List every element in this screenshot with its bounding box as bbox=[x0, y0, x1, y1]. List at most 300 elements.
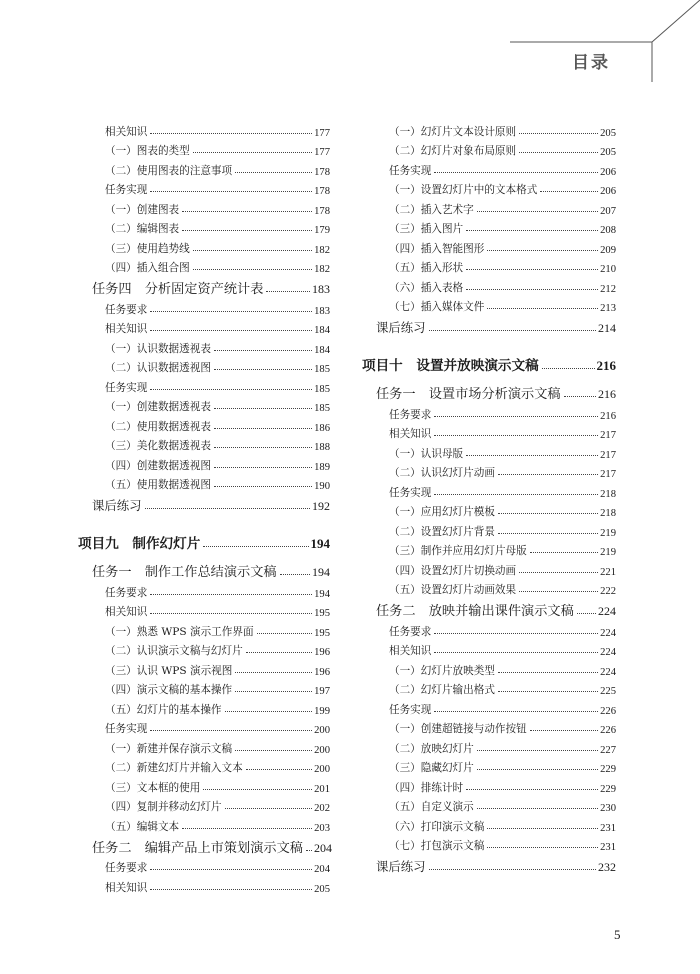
toc-leader-dots bbox=[193, 152, 312, 153]
toc-leader-dots bbox=[519, 591, 598, 592]
toc-entry[interactable] bbox=[362, 480, 616, 500]
toc-entry-label: （六）插入表格 bbox=[389, 281, 464, 294]
toc-leader-dots bbox=[530, 552, 598, 553]
toc-entry[interactable] bbox=[78, 658, 330, 678]
toc-entry-label: 相关知识 bbox=[105, 323, 148, 335]
toc-entry-label: （五）插入形状 bbox=[389, 262, 464, 274]
toc-entry-page: 196 bbox=[314, 666, 330, 678]
toc-entry-page: 185 bbox=[314, 403, 330, 414]
toc-entry-label: 课后练习 bbox=[376, 859, 426, 874]
toc-entry-label: （五）自定义演示 bbox=[389, 801, 474, 813]
toc-entry[interactable] bbox=[78, 756, 330, 776]
toc-entry-page: 195 bbox=[314, 608, 330, 619]
toc-leader-dots bbox=[577, 613, 596, 614]
toc-entry-label: 任务要求 bbox=[389, 625, 432, 638]
toc-entry[interactable] bbox=[78, 580, 330, 600]
toc-leader-dots bbox=[434, 435, 598, 436]
toc-entry-page: 195 bbox=[314, 627, 330, 639]
toc-entry-page: 226 bbox=[600, 705, 616, 717]
toc-entry[interactable] bbox=[78, 639, 330, 659]
toc-leader-dots bbox=[519, 152, 598, 153]
header-title: 目录 bbox=[572, 53, 610, 73]
toc-entry-page: 209 bbox=[600, 244, 616, 256]
toc-entry-label: （一）创建超链接与动作按钮 bbox=[389, 723, 527, 735]
toc-entry[interactable] bbox=[78, 197, 330, 217]
page-number: 5 bbox=[614, 927, 621, 942]
toc-entry[interactable] bbox=[78, 600, 330, 620]
toc-leader-dots bbox=[306, 850, 312, 851]
toc-entry[interactable] bbox=[78, 717, 330, 737]
toc-entry-label: （七）插入媒体文件 bbox=[389, 301, 485, 313]
toc-entry[interactable] bbox=[78, 528, 330, 552]
toc-entry[interactable] bbox=[78, 256, 330, 276]
toc-leader-dots bbox=[257, 633, 313, 634]
toc-entry-label: 相关知识 bbox=[389, 645, 432, 657]
toc-leader-dots bbox=[150, 869, 312, 870]
toc-entry-label: （三）使用趋势线 bbox=[105, 242, 190, 255]
toc-entry[interactable] bbox=[362, 500, 616, 520]
toc-entry-page: 218 bbox=[600, 508, 616, 519]
toc-leader-dots bbox=[225, 711, 313, 712]
toc-entry[interactable] bbox=[78, 558, 330, 580]
toc-leader-dots bbox=[519, 572, 598, 573]
toc-leader-dots bbox=[466, 230, 598, 231]
toc-entry[interactable] bbox=[78, 795, 330, 815]
toc-entry[interactable] bbox=[362, 236, 616, 256]
toc-entry[interactable] bbox=[362, 197, 616, 217]
toc-entry-page: 206 bbox=[600, 186, 616, 197]
toc-leader-dots bbox=[150, 730, 312, 731]
toc-entry-page: 194 bbox=[314, 588, 330, 600]
toc-entry[interactable] bbox=[362, 178, 616, 198]
toc-entry-page: 217 bbox=[600, 469, 616, 480]
toc-leader-dots bbox=[434, 711, 598, 712]
toc-entry[interactable] bbox=[78, 375, 330, 395]
toc-entry[interactable] bbox=[362, 775, 616, 795]
toc-entry-label: （四）演示文稿的基本操作 bbox=[105, 684, 233, 696]
toc-entry-page: 186 bbox=[314, 422, 330, 434]
toc-entry[interactable] bbox=[78, 875, 330, 895]
toc-leader-dots bbox=[182, 828, 312, 829]
toc-entry-label: （一）熟悉 WPS 演示工作界面 bbox=[105, 625, 254, 638]
toc-leader-dots bbox=[429, 869, 596, 870]
toc-leader-dots bbox=[182, 211, 312, 212]
toc-entry[interactable] bbox=[78, 158, 330, 178]
toc-entry-label: （一）设置幻灯片中的文本格式 bbox=[389, 184, 538, 196]
toc-entry-label: （四）插入组合图 bbox=[105, 262, 190, 274]
toc-entry-page: 197 bbox=[314, 686, 330, 697]
toc-entry-page: 216 bbox=[600, 410, 616, 422]
toc-entry-label: （四）复制并移动幻灯片 bbox=[105, 801, 222, 813]
toc-leader-dots bbox=[498, 513, 598, 514]
toc-entry-page: 196 bbox=[314, 647, 330, 658]
toc-entry-page: 205 bbox=[600, 147, 616, 158]
toc-entry-label: （一）创建图表 bbox=[105, 203, 180, 216]
toc-leader-dots bbox=[434, 652, 598, 653]
toc-entry[interactable] bbox=[78, 697, 330, 717]
toc-entry[interactable] bbox=[362, 795, 616, 815]
toc-entry-page: 203 bbox=[314, 822, 330, 834]
toc-entry-page: 177 bbox=[314, 147, 330, 158]
toc-leader-dots bbox=[150, 311, 312, 312]
toc-entry[interactable] bbox=[78, 217, 330, 237]
toc-leader-dots bbox=[466, 455, 598, 456]
toc-entry-label: 任务实现 bbox=[105, 381, 148, 394]
toc-entry[interactable] bbox=[362, 697, 616, 717]
toc-entry[interactable] bbox=[362, 402, 616, 422]
toc-entry[interactable] bbox=[78, 453, 330, 473]
toc-entry-label: （一）幻灯片放映类型 bbox=[389, 664, 495, 677]
toc-leader-dots bbox=[246, 652, 312, 653]
toc-entry[interactable] bbox=[362, 853, 616, 875]
toc-entry-page: 219 bbox=[600, 527, 616, 539]
toc-entry-label: （二）认识幻灯片动画 bbox=[389, 467, 495, 479]
toc-leader-dots bbox=[150, 133, 312, 134]
toc-entry[interactable] bbox=[362, 139, 616, 159]
toc-entry[interactable] bbox=[362, 678, 616, 698]
toc-leader-dots bbox=[214, 486, 312, 487]
toc-entry-label: 任务实现 bbox=[389, 703, 432, 716]
toc-entry[interactable] bbox=[362, 834, 616, 854]
toc-leader-dots bbox=[540, 191, 598, 192]
toc-entry-label: 任务实现 bbox=[105, 723, 148, 735]
toc-entry-label: 任务实现 bbox=[389, 164, 432, 177]
toc-entry-label: （七）打包演示文稿 bbox=[389, 840, 485, 852]
toc-leader-dots bbox=[434, 633, 598, 634]
toc-leader-dots bbox=[214, 428, 312, 429]
toc-entry-label: （二）认识数据透视图 bbox=[105, 362, 211, 374]
toc-leader-dots bbox=[487, 828, 598, 829]
toc-entry[interactable] bbox=[362, 441, 616, 461]
toc-entry-label: （三）认识 WPS 演示视图 bbox=[105, 664, 233, 677]
toc-entry-page: 224 bbox=[600, 647, 616, 658]
toc-entry[interactable] bbox=[78, 414, 330, 434]
toc-entry-label: （三）制作并应用幻灯片母版 bbox=[389, 545, 527, 557]
toc-entry-label: （三）插入图片 bbox=[389, 223, 464, 235]
toc-entry-page: 182 bbox=[314, 244, 330, 256]
toc-entry-page: 212 bbox=[600, 283, 616, 295]
toc-entry-page: 217 bbox=[600, 430, 616, 441]
toc-entry-page: 229 bbox=[600, 764, 616, 775]
toc-entry-label: 任务要求 bbox=[105, 586, 148, 599]
toc-entry-label: （二）设置幻灯片背景 bbox=[389, 525, 495, 538]
toc-entry-page: 194 bbox=[312, 565, 330, 579]
toc-entry[interactable] bbox=[362, 717, 616, 737]
toc-leader-dots bbox=[466, 269, 598, 270]
toc-entry[interactable] bbox=[362, 539, 616, 559]
toc-leader-dots bbox=[542, 368, 595, 369]
toc-leader-dots bbox=[214, 447, 312, 448]
toc-entry-page: 202 bbox=[314, 803, 330, 814]
toc-entry-page: 204 bbox=[314, 864, 330, 875]
toc-entry-page: 205 bbox=[600, 127, 616, 139]
toc-entry[interactable] bbox=[362, 158, 616, 178]
toc-entry-label: （四）创建数据透视图 bbox=[105, 459, 211, 472]
toc-entry[interactable] bbox=[78, 119, 330, 139]
toc-entry-label: 任务要求 bbox=[105, 862, 148, 874]
toc-entry-page: 183 bbox=[314, 305, 330, 317]
toc-entry-page: 221 bbox=[600, 566, 616, 578]
toc-entry-page: 199 bbox=[314, 705, 330, 717]
toc-entry-label: （二）幻灯片输出格式 bbox=[389, 684, 495, 696]
toc-entry-page: 219 bbox=[600, 547, 616, 558]
toc-leader-dots bbox=[150, 330, 312, 331]
toc-entry-label: 任务四 分析固定资产统计表 bbox=[92, 282, 264, 297]
toc-leader-dots bbox=[434, 494, 598, 495]
toc-entry[interactable] bbox=[362, 350, 616, 374]
toc-leader-dots bbox=[429, 330, 596, 331]
toc-entry[interactable] bbox=[362, 422, 616, 442]
toc-entry[interactable] bbox=[78, 336, 330, 356]
toc-entry-label: 相关知识 bbox=[105, 881, 148, 894]
toc-entry-label: 任务要求 bbox=[105, 303, 148, 316]
toc-leader-dots bbox=[266, 291, 310, 292]
toc-entry[interactable] bbox=[78, 775, 330, 795]
toc-leader-dots bbox=[150, 889, 312, 890]
toc-entry[interactable] bbox=[362, 275, 616, 295]
toc-entry[interactable] bbox=[362, 380, 616, 402]
toc-entry[interactable] bbox=[78, 856, 330, 876]
toc-entry-label: 任务要求 bbox=[389, 408, 432, 421]
toc-leader-dots bbox=[466, 789, 598, 790]
toc-entry-page: 213 bbox=[600, 303, 616, 314]
toc-entry[interactable] bbox=[362, 314, 616, 336]
toc-leader-dots bbox=[466, 289, 598, 290]
toc-leader-dots bbox=[246, 769, 312, 770]
toc-entry[interactable] bbox=[78, 434, 330, 454]
toc-entry-label: （二）幻灯片对象布局原则 bbox=[389, 145, 517, 157]
toc-right-column bbox=[362, 119, 616, 875]
toc-leader-dots bbox=[150, 389, 312, 390]
toc-leader-dots bbox=[477, 750, 598, 751]
toc-entry[interactable] bbox=[78, 834, 330, 856]
toc-entry-label: （二）新建幻灯片并输入文本 bbox=[105, 762, 243, 774]
toc-entry-label: 相关知识 bbox=[389, 428, 432, 440]
toc-leader-dots bbox=[182, 230, 312, 231]
toc-entry-page: 184 bbox=[314, 325, 330, 336]
toc-leader-dots bbox=[487, 250, 598, 251]
toc-entry-page: 225 bbox=[600, 686, 616, 697]
toc-left-column bbox=[78, 119, 330, 895]
toc-leader-dots bbox=[235, 691, 312, 692]
toc-entry-page: 178 bbox=[314, 186, 330, 197]
toc-entry-label: 任务实现 bbox=[105, 184, 148, 196]
toc-entry-label: 任务二 编辑产品上市策划演示文稿 bbox=[92, 840, 303, 856]
toc-entry-page: 189 bbox=[314, 461, 330, 473]
toc-entry-page: 217 bbox=[600, 449, 616, 461]
toc-entry-label: （四）排练计时 bbox=[389, 781, 464, 794]
toc-entry-page: 224 bbox=[600, 627, 616, 639]
toc-entry[interactable] bbox=[78, 492, 330, 514]
toc-leader-dots bbox=[214, 350, 312, 351]
toc-entry-label: （二）使用图表的注意事项 bbox=[105, 164, 233, 177]
toc-entry[interactable] bbox=[78, 297, 330, 317]
toc-entry-page: 201 bbox=[314, 783, 330, 795]
toc-leader-dots bbox=[203, 789, 312, 790]
toc-leader-dots bbox=[498, 672, 598, 673]
toc-entry-label: 项目十 设置并放映演示文稿 bbox=[362, 358, 539, 374]
toc-entry-label: 课后练习 bbox=[376, 320, 426, 335]
toc-entry-label: （四）设置幻灯片切换动画 bbox=[389, 564, 517, 577]
toc-leader-dots bbox=[477, 808, 598, 809]
toc-leader-dots bbox=[214, 369, 312, 370]
header-decoration bbox=[0, 0, 700, 90]
toc-leader-dots bbox=[498, 691, 598, 692]
toc-leader-dots bbox=[477, 211, 598, 212]
toc-entry[interactable] bbox=[362, 756, 616, 776]
toc-entry[interactable] bbox=[78, 814, 330, 834]
toc-entry-label: （四）插入智能图形 bbox=[389, 242, 485, 255]
toc-leader-dots bbox=[235, 672, 312, 673]
toc-entry[interactable] bbox=[78, 395, 330, 415]
toc-entry-label: 相关知识 bbox=[105, 125, 148, 138]
toc-leader-dots bbox=[150, 613, 312, 614]
toc-entry-page: 224 bbox=[600, 666, 616, 678]
toc-entry[interactable] bbox=[78, 356, 330, 376]
toc-entry-page: 188 bbox=[314, 442, 330, 453]
toc-entry[interactable] bbox=[362, 119, 616, 139]
toc-leader-dots bbox=[225, 808, 313, 809]
toc-leader-dots bbox=[477, 769, 598, 770]
toc-entry-page: 179 bbox=[314, 225, 330, 236]
toc-leader-dots bbox=[235, 172, 312, 173]
toc-leader-dots bbox=[203, 546, 308, 547]
toc-entry-label: （二）使用数据透视表 bbox=[105, 420, 211, 433]
toc-entry-label: （二）认识演示文稿与幻灯片 bbox=[105, 645, 243, 657]
toc-entry[interactable] bbox=[78, 178, 330, 198]
toc-leader-dots bbox=[280, 574, 310, 575]
toc-entry-page: 194 bbox=[310, 536, 330, 551]
toc-leader-dots bbox=[487, 308, 598, 309]
toc-leader-dots bbox=[214, 467, 312, 468]
toc-entry-page: 214 bbox=[598, 321, 616, 335]
toc-leader-dots bbox=[434, 172, 598, 173]
toc-leader-dots bbox=[519, 133, 598, 134]
toc-leader-dots bbox=[214, 408, 312, 409]
toc-entry-page: 178 bbox=[314, 166, 330, 178]
toc-entry-label: （二）插入艺术字 bbox=[389, 203, 474, 216]
toc-entry[interactable] bbox=[78, 736, 330, 756]
toc-entry-label: （五）设置幻灯片动画效果 bbox=[389, 584, 517, 596]
toc-entry[interactable] bbox=[362, 639, 616, 659]
toc-leader-dots bbox=[193, 269, 312, 270]
toc-entry-page: 231 bbox=[600, 842, 616, 853]
toc-entry[interactable] bbox=[362, 619, 616, 639]
toc-leader-dots bbox=[235, 750, 312, 751]
toc-entry-page: 200 bbox=[314, 744, 330, 756]
toc-entry[interactable] bbox=[362, 461, 616, 481]
toc-entry-page: 216 bbox=[596, 358, 616, 373]
toc-entry-page: 192 bbox=[312, 499, 330, 513]
toc-entry-label: （一）认识母版 bbox=[389, 447, 464, 460]
toc-entry[interactable] bbox=[78, 317, 330, 337]
toc-entry[interactable] bbox=[362, 736, 616, 756]
toc-entry-page: 231 bbox=[600, 822, 616, 834]
toc-leader-dots bbox=[498, 533, 598, 534]
toc-entry[interactable] bbox=[362, 814, 616, 834]
toc-entry-label: （三）隐藏幻灯片 bbox=[389, 762, 474, 774]
toc-leader-dots bbox=[498, 474, 598, 475]
toc-entry-page: 178 bbox=[314, 205, 330, 217]
toc-entry-page: 208 bbox=[600, 225, 616, 236]
toc-entry-label: 任务二 放映并输出课件演示文稿 bbox=[376, 604, 574, 619]
toc-entry-page: 183 bbox=[312, 282, 330, 296]
toc-entry-label: （二）放映幻灯片 bbox=[389, 742, 474, 755]
toc-entry-label: （一）认识数据透视表 bbox=[105, 342, 211, 355]
toc-leader-dots bbox=[150, 191, 312, 192]
toc-entry[interactable] bbox=[362, 597, 616, 619]
toc-entry[interactable] bbox=[78, 473, 330, 493]
toc-entry-label: （二）编辑图表 bbox=[105, 223, 180, 235]
toc-leader-dots bbox=[434, 416, 598, 417]
toc-entry[interactable] bbox=[362, 658, 616, 678]
toc-entry-label: 任务一 设置市场分析演示文稿 bbox=[376, 387, 561, 402]
toc-entry-label: （一）新建并保存演示文稿 bbox=[105, 742, 233, 755]
toc-entry-page: 222 bbox=[600, 586, 616, 597]
toc-entry-label: 项目九 制作幻灯片 bbox=[78, 536, 201, 552]
toc-entry-page: 206 bbox=[600, 166, 616, 178]
toc-entry[interactable] bbox=[78, 619, 330, 639]
toc-entry[interactable] bbox=[362, 217, 616, 237]
toc-entry-page: 182 bbox=[314, 264, 330, 275]
toc-entry-label: （一）图表的类型 bbox=[105, 145, 190, 157]
toc-entry[interactable] bbox=[362, 295, 616, 315]
toc-entry-label: 课后练习 bbox=[92, 498, 142, 513]
toc-entry-page: 200 bbox=[314, 764, 330, 775]
toc-entry-page: 229 bbox=[600, 783, 616, 795]
toc-entry-label: 任务实现 bbox=[389, 486, 432, 499]
toc-entry-page: 185 bbox=[314, 364, 330, 375]
toc-leader-dots bbox=[150, 594, 312, 595]
toc-entry-label: （一）幻灯片文本设计原则 bbox=[389, 125, 517, 138]
toc-entry-label: （一）应用幻灯片模板 bbox=[389, 506, 495, 518]
toc-leader-dots bbox=[530, 730, 598, 731]
toc-entry[interactable] bbox=[362, 519, 616, 539]
toc-entry-page: 218 bbox=[600, 488, 616, 500]
toc-entry-page: 185 bbox=[314, 383, 330, 395]
toc-entry[interactable] bbox=[362, 558, 616, 578]
toc-entry-page: 204 bbox=[314, 840, 332, 855]
toc-entry-label: （五）使用数据透视图 bbox=[105, 479, 211, 491]
toc-entry-page: 226 bbox=[600, 725, 616, 736]
toc-entry-label: （六）打印演示文稿 bbox=[389, 820, 485, 833]
toc-entry-page: 232 bbox=[598, 860, 616, 874]
toc-entry[interactable] bbox=[78, 139, 330, 159]
toc-entry-page: 230 bbox=[600, 803, 616, 814]
toc-entry-label: （五）幻灯片的基本操作 bbox=[105, 703, 222, 716]
toc-entry-label: （一）创建数据透视表 bbox=[105, 401, 211, 413]
toc-leader-dots bbox=[487, 847, 598, 848]
toc-entry-page: 200 bbox=[314, 725, 330, 736]
toc-entry[interactable] bbox=[78, 678, 330, 698]
toc-entry-label: 任务一 制作工作总结演示文稿 bbox=[92, 565, 277, 580]
toc-entry-label: 相关知识 bbox=[105, 606, 148, 618]
toc-entry-page: 216 bbox=[598, 387, 616, 401]
toc-entry-label: （五）编辑文本 bbox=[105, 820, 180, 833]
toc-entry-page: 190 bbox=[314, 481, 330, 492]
toc-leader-dots bbox=[193, 250, 312, 251]
toc-entry-label: （三）美化数据透视表 bbox=[105, 440, 211, 452]
toc-entry[interactable] bbox=[362, 256, 616, 276]
toc-entry-page: 184 bbox=[314, 344, 330, 356]
toc-entry-page: 210 bbox=[600, 264, 616, 275]
toc-leader-dots bbox=[145, 508, 310, 509]
toc-entry[interactable] bbox=[78, 275, 330, 297]
toc-entry-page: 205 bbox=[314, 883, 330, 895]
toc-entry[interactable] bbox=[78, 236, 330, 256]
toc-entry-page: 224 bbox=[598, 604, 616, 618]
toc-entry[interactable] bbox=[362, 578, 616, 598]
